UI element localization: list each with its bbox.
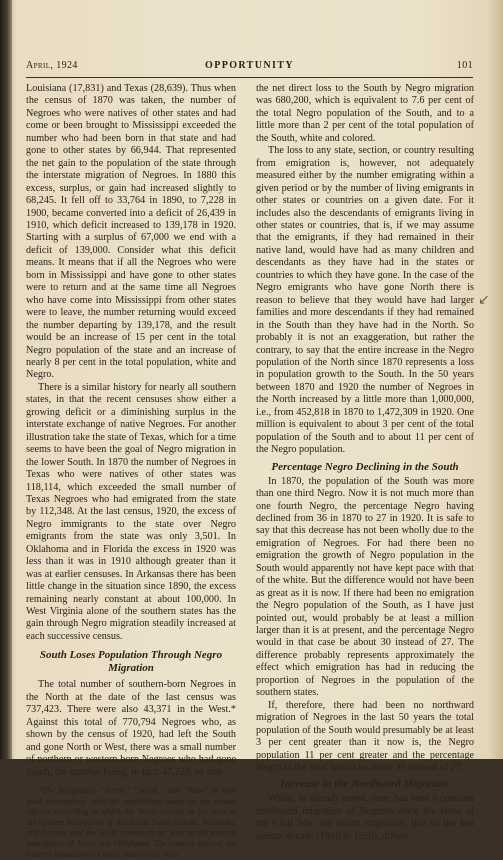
section-heading: South Loses Population Through Negro Migration — [39, 649, 223, 675]
section-heading: Percentage Negro Declining in the South — [271, 460, 459, 473]
journal-title: OPPORTUNITY — [205, 60, 294, 71]
paragraph: the net direct loss to the South by Negro migration was 680,200, which is equivalent to 7.6 per cent of the total Negro population of the South, and to a little more than 2 per cent of the total population of the South, white and colored. — [256, 83, 474, 144]
document-page — [12, 0, 503, 859]
paragraph: The total number of southern-born Negroes in the North at the date of the last census was 737,423. There were also 43,371 in the West.* Against this total of 770,794 Negroes who, as shown by the census of 1920, had left the South and gone North or West, there was a small number of northern or western born Negroes who had gone South, the number being, in fact, 47,223, so that — [26, 679, 236, 778]
header-rule — [26, 77, 473, 78]
paragraph: The loss to any state, section, or country resulting from emigration is, however, not adequately measured either by the number emigrating within a given period or by the number of living emigrants in other states or countries on a given date. For it includes also the descendants of emigrants living in other states or countries, that is, if we may assume that the emigrants, if they had remained in their native land, would have had as many children and descendants as they have had in the states or countries to which they have gone. In the case of the Negro emigrants who have gone North there is reason to believe that they would have had larger families and more descendants if they had remained in the South than they have had in the North. So probably it is not an exaggeration, but rather the contrary, to say that the entire increase in the Negro population of the North since 1870 represents a loss in population growth to the South. In the 50 years between 1870 and 1920 the number of Negroes in the North increased by a little more than 1,000,000, i.e., from 452,818 in 1870 to 1,472,309 in 1920. One million is equivalent to about 3 per cent of the total population of the South and to about 11 per cent of the Negro population. — [256, 145, 474, 456]
page-number: 101 — [456, 60, 473, 71]
paragraph: While, as already noted, there has been a constant northward migration of Negroes since the close of the Civil War, the recent migration, that of the last census decade (1910 to 1920), differs — [256, 793, 474, 842]
paragraph: In 1870, the population of the South was more than one third Negro. Now it is not much more than one fourth Negro, the percentage Negro having declined from 36 in 1870 to 27 in 1920. It is safe to say that this decrease has not been wholly due to the emigration of Negroes. For had there been no emigration the growth of Negro population in the South would apparently not have kept pace with that of the white. But the difference would not have been as great as it is now. If there had been no emigration the Negro population of the South, as I have just pointed out, would probably be at least a million larger than it is at present, and the percentage Negro would in that case be about 30 instead of 27. The difference probably represents approximately the effect which emigration has had in reducing the proportion of Negroes in the population of the southern states. — [256, 475, 474, 699]
right-column — [256, 83, 474, 843]
paragraph: If, therefore, there had been no northward migration of Negroes in the last 50 years the total population of the South would presumably be at least 3 per cent greater than it now is, the Negro population 11 per cent greater and the percentage Negro in the total would be about 30 instead of 27. — [256, 699, 474, 774]
paragraph: There is a similar history for nearly all southern states, in that the recent censuses show either a growing deficit or a diminishing surplus in the interstate exchange of native Negroes. For another illustration take the state of Texas, which for a time seems to have been the goal of Negro migration in the lower South. In 1870 the number of Negroes in Texas who were natives of other states was 118,114, which exceeded the small number of Texas Negroes who had emigrated from the state by 112,348. At the last census, 1920, the excess of Negro immigrants to the state over Negro emigrants from the state was only 3,501. In Oklahoma and in Florida the excess in 1920 was less than it was in 1910 although greater than it was at earlier censuses. In Arkansas there has been little change in the situation since 1890, the excess remaining nearly constant at about 100,000. In West Virginia alone of the southern states has the gain through Negro migration steadily increased at each successive census. — [26, 381, 236, 642]
footnote: *The designation “North,” “South,” and “West” as here used corresponds with the established usage in the census reports, according to which the North extends as far west as the western boundaries of North and South Dakota, Nebraska, and Kansas; and the South extends as far west as the western boundaries of Texas and Oklahoma. The country beyond the western boundaries of these states is the West. — [26, 786, 236, 859]
margin-pencil-mark: ↙ — [478, 292, 490, 308]
running-header — [26, 60, 473, 74]
section-heading: Increase in the Northward Migration — [280, 778, 450, 791]
book-gutter — [0, 0, 12, 759]
header-date: April, 1924 — [26, 60, 78, 71]
footnote-rule — [26, 783, 76, 784]
paragraph: Louisiana (17,831) and Texas (28,639). Thus when the census of 1870 was taken, the number of Negroes who were natives of other states and had come or been brought to Mississippi exceeded the number who had been born in that state and had gone to other states by 66,944. That represented the net gain to the population of the state through the interstate migration of Negroes. In 1880 this excess, surplus, or gain had increased slightly to 68,245. It fell off to 33,764 in 1890, to 7,228 in 1900, became converted into a deficit of 26,439 in 1910, which deficit increased to 139,178 in 1920. Starting with a surplus of 67,000 we end with a deficit of 139,000. Consider what this deficit means. It means that if all the Negroes who were born in Mississippi and have gone to other states were to return and at the same time all Negroes who have come into Mississippi from other states were to leave, the number returning would exceed the number departing by 139,178, and the result would be an increase of 15 per cent in the total Negro population of the state and an increase of nearly 8 per cent in the total population, white and Negro. — [26, 83, 236, 381]
left-column — [26, 83, 236, 860]
